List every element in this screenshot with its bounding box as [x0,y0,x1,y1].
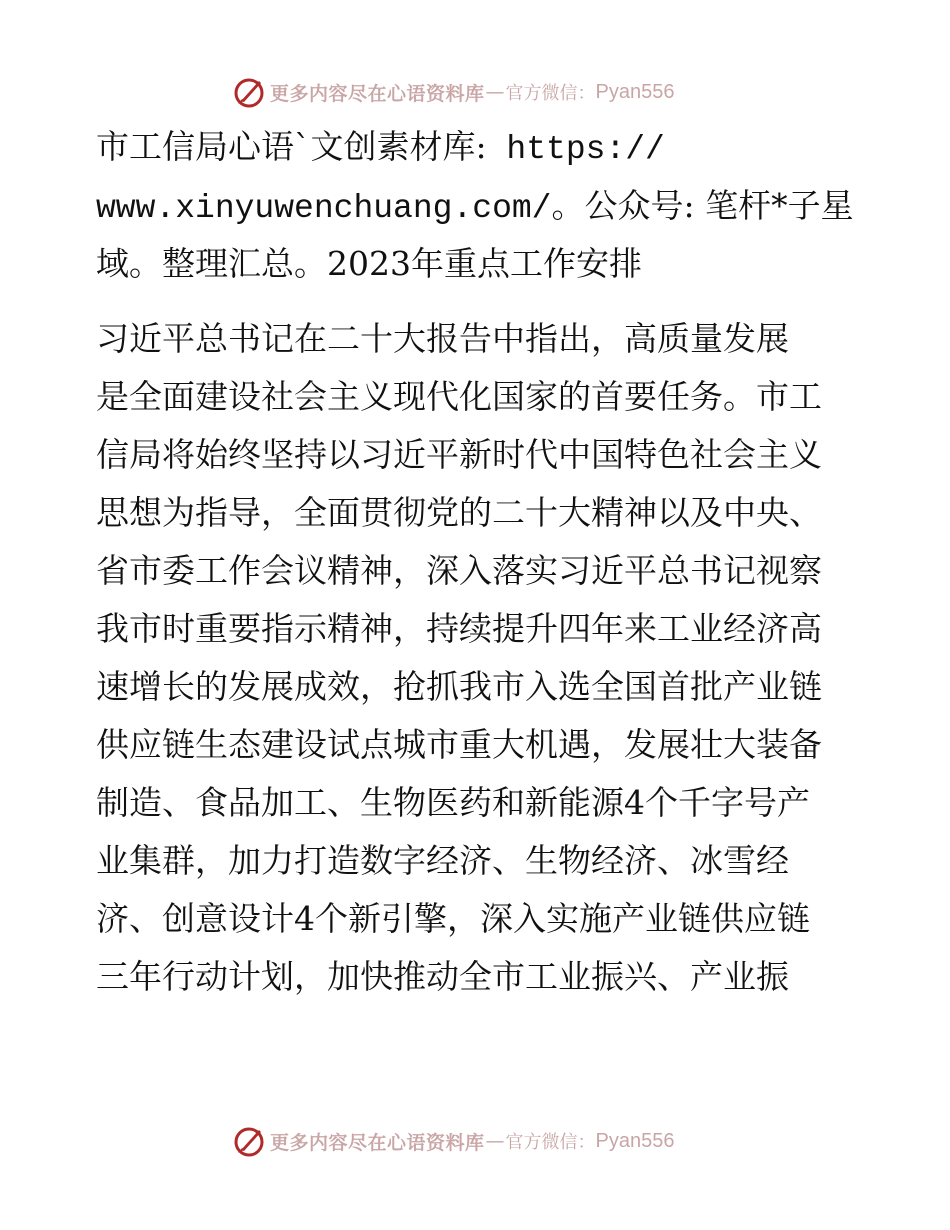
body-line: 是全面建设社会主义现代化国家的首要任务。市工 [96,377,822,416]
page-title: 域。整理汇总。2023年重点工作安排 [96,244,642,283]
heading-account: 。公众号: 笔杆*子星 [551,186,854,225]
body-line: 供应链生态建设试点城市重大机遇，发展壮大装备 [96,725,822,764]
watermark-dash: — [485,81,505,103]
footer-watermark-banner [232,1121,674,1161]
heading-url: www.xinyuwenchuang.com/ [96,190,552,226]
body-line: 制造、食品加工、生物医药和新能源4个千字号产 [96,783,810,822]
body-line: 习近平总书记在二十大报告中指出，高质量发展 [96,319,789,358]
header-watermark-banner [232,72,674,112]
heading-line-1 [96,127,856,167]
watermark-text: 更多内容尽在心语资料库 [270,1131,485,1154]
body-line: 速增长的发展成效，抢抓我市入选全国首批产业链 [96,667,822,706]
body-line: 信局将始终坚持以习近平新时代中国特色社会主义 [96,435,822,474]
body-line: 业集群，加力打造数字经济、生物经济、冰雪经 [96,841,789,880]
quill-logo-icon [232,1124,266,1158]
body-line: 我市时重要指示精神，持续提升四年来工业经济高 [96,609,822,648]
body-line: 思想为指导，全面贯彻党的二十大精神以及中央、 [96,493,822,532]
watermark-wechat-label: 官方微信： [505,1132,596,1153]
watermark-wechat-label: 官方微信： [505,83,596,104]
heading-url-start: https:// [486,131,665,167]
watermark-dash: — [485,1130,505,1152]
watermark-wechat-id: Pyan556 [595,1129,675,1152]
watermark-wechat-id: Pyan556 [595,80,675,103]
body-line: 三年行动计划，加快推动全市工业振兴、产业振 [96,957,789,996]
quill-logo-icon [232,75,266,109]
heading-source-label: 市工信局心语`文创素材库: [96,127,487,166]
body-line: 济、创意设计4个新引擎，深入实施产业链供应链 [96,899,810,938]
watermark-text: 更多内容尽在心语资料库 [270,82,485,105]
heading-line-2 [96,186,856,226]
body-line: 省市委工作会议精神，深入落实习近平总书记视察 [96,551,822,590]
